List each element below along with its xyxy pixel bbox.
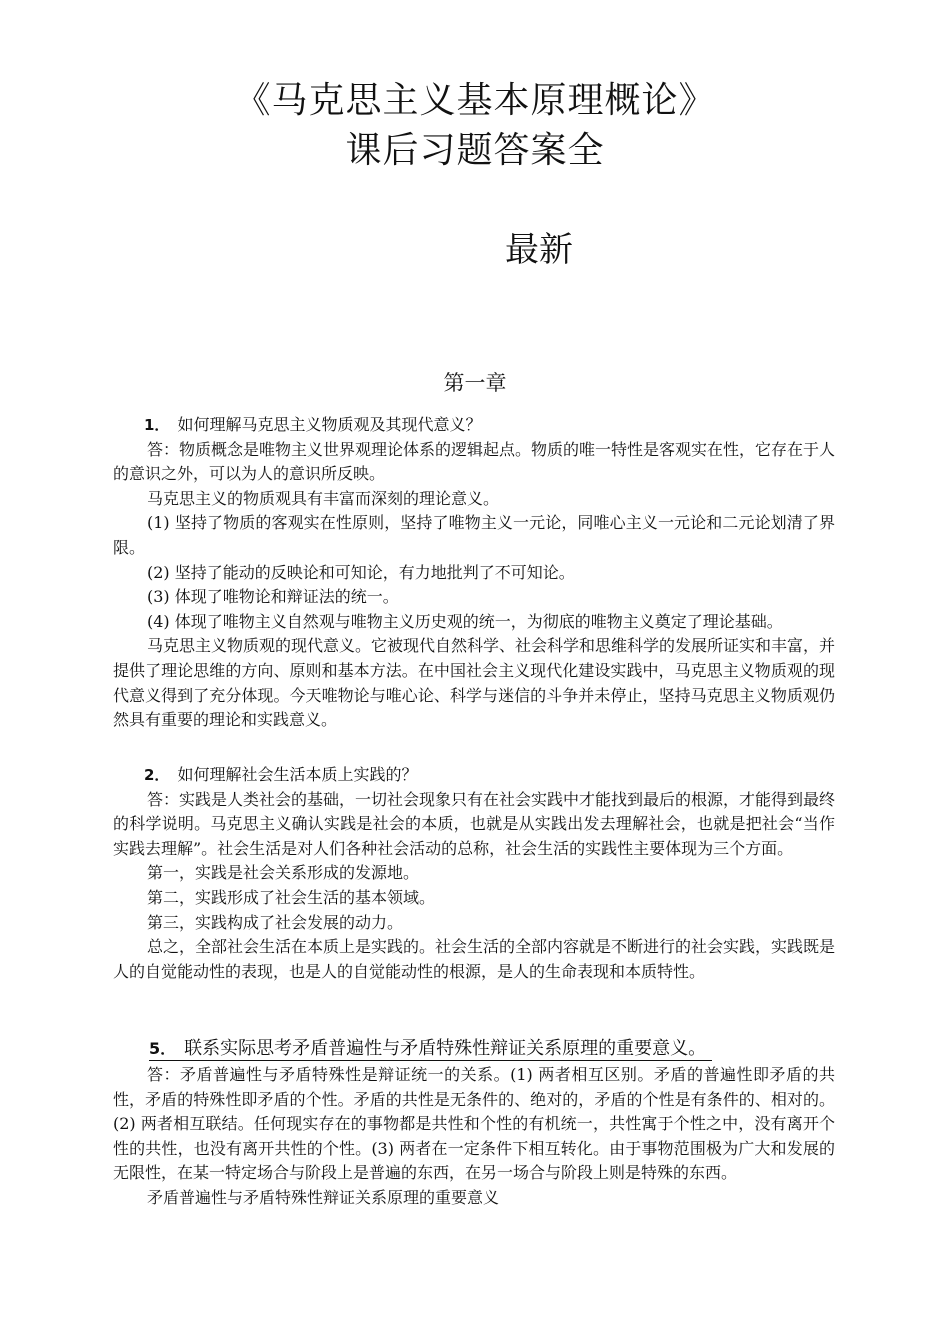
question-2-section (113, 763, 835, 984)
question-2-answer-paragraph: 总之，全部社会生活在本质上是实践的。社会生活的全部内容就是不断进行的社会实践，实践既是人的自觉能动性的表现，也是人的自觉能动性的根源，是人的生命表现和本质特性。 (113, 937, 836, 981)
question-1-number: 1． (144, 416, 170, 434)
question-1-text: 如何理解马克思主义物质观及其现代意义？ (177, 415, 482, 434)
document-title-line2: 课后习题答案全 (345, 130, 605, 171)
question-5-heading (113, 1035, 835, 1063)
question-2-answer-paragraph: 第一，实践是社会关系形成的发源地。 (147, 863, 420, 883)
chapter-heading: 第一章 (443, 371, 507, 395)
document-title-line1: 《马克思主义基本原理概论》 (234, 80, 716, 121)
question-5-number: 5． (149, 1039, 177, 1058)
question-1-heading (113, 413, 835, 438)
question-1-answer-paragraph: 马克思主义物质观的现代意义。它被现代自然科学、社会科学和思维科学的发展所证实和丰富，并提供了理论思维的方向、原则和基本方法。在中国社会主义现代化建设实践中，马克思主义物质观的现代意义得到了充分体现。今天唯物论与唯心论、科学与迷信的斗争并未停止，坚持马克思主义物质观仍然具有重要的理论和实践意义。 (113, 636, 836, 730)
question-1-answer-paragraph: 马克思主义的物质观具有丰富而深刻的理论意义。 (147, 488, 500, 508)
question-1-answer-paragraph: 答：物质概念是唯物主义世界观理论体系的逻辑起点。物质的唯一特性是客观实在性，它存在于人的意识之外，可以为人的意识所反映。 (113, 439, 836, 484)
question-2-answer-paragraph: 第二，实践形成了社会生活的基本领域。 (147, 887, 436, 907)
question-1-section (113, 413, 835, 733)
question-2-number: 2． (144, 766, 170, 784)
question-5-underlined-heading (149, 1038, 712, 1061)
question-1-answer-paragraph: (4) 体现了唯物主义自然观与唯物主义历史观的统一，为彻底的唯物主义奠定了理论基础。 (147, 611, 783, 631)
question-5-text: 联系实际思考矛盾普遍性与矛盾特殊性辩证关系原理的重要意义。 (184, 1038, 707, 1059)
question-1-answer-paragraph: (2) 坚持了能动的反映论和可知论，有力地批判了不可知论。 (147, 562, 575, 582)
question-2-answer-paragraph: 第三，实践构成了社会发展的动力。 (147, 912, 404, 932)
question-1-answer-paragraph: (3) 体现了唯物论和辩证法的统一。 (147, 587, 399, 607)
question-5-answer-paragraph: 答：矛盾普遍性与矛盾特殊性是辩证统一的关系。(1) 两者相互区别。矛盾的普遍性即矛盾的共性，矛盾的特殊性即矛盾的个性。矛盾的共性是无条件的、绝对的，矛盾的个性是有条件的、相对的。(2) 两者相互联结。任何现实存在的事物都是共性和个性的有机统一，共性寓于个性之中，没有离开个性的共性，也没有离开共性的个性。(3) 两者在一定条件下相互转化。由于事物范围极为广大和发展的无限性，在某一特定场合与阶段上是普遍的东西，在另一场合与阶段上则是特殊的东西。 (113, 1065, 835, 1183)
question-2-text: 如何理解社会生活本质上实践的？ (177, 765, 418, 784)
question-5-answer-paragraph: 矛盾普遍性与矛盾特殊性辩证关系原理的重要意义 (147, 1187, 500, 1207)
document-title-line3: 最新 (505, 230, 573, 270)
question-2-answer-paragraph: 答：实践是人类社会的基础，一切社会现象只有在社会实践中才能找到最后的根源，才能得到最终的科学说明。马克思主义确认实践是社会的本质，也就是从实践出发去理解社会，也就是把社会“当作实践去理解”。社会生活是对人们各种社会活动的总称，社会生活的实践性主要体现为三个方面。 (113, 789, 836, 858)
question-5-section (113, 1035, 835, 1211)
question-1-answer-paragraph: (1) 坚持了物质的客观实在性原则，坚持了唯物主义一元论，同唯心主义一元论和二元论划清了界限。 (113, 513, 835, 557)
question-2-heading (113, 763, 835, 788)
